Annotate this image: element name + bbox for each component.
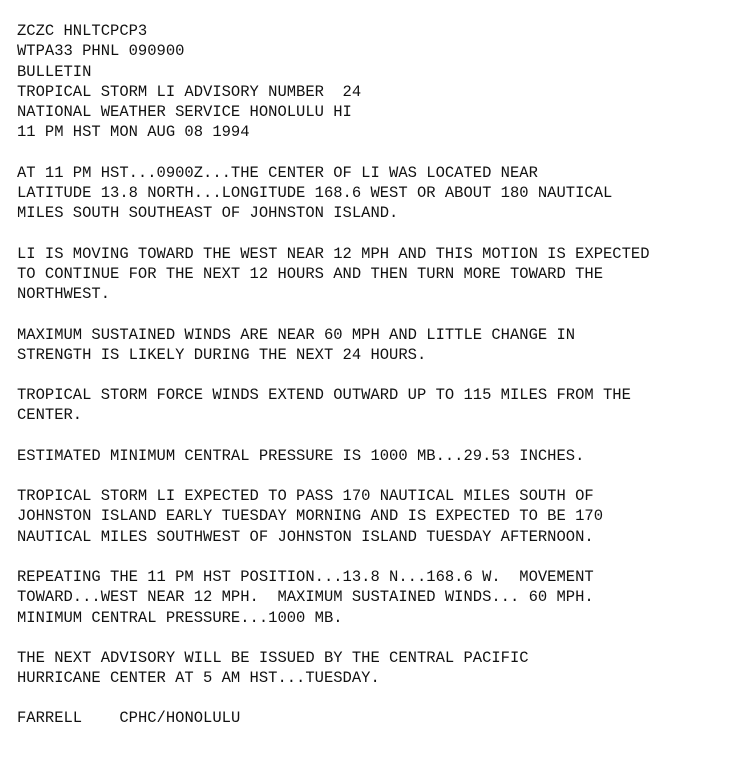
paragraph-gap <box>17 466 737 486</box>
header-line: WTPA33 PHNL 090900 <box>17 42 185 61</box>
paragraph-gap <box>17 224 737 244</box>
forecast-paragraph <box>17 486 737 547</box>
paragraph-gap <box>17 688 737 708</box>
next-advisory-paragraph <box>17 648 737 689</box>
signature-spacer <box>82 709 119 727</box>
advisory-document <box>17 21 737 729</box>
signature-line <box>17 708 737 728</box>
paragraph-line: CENTER. <box>17 406 83 425</box>
paragraph-gap <box>17 143 737 163</box>
paragraph-line: LI IS MOVING TOWARD THE WEST NEAR 12 MPH AND THIS MOTION IS EXPECTED <box>17 244 650 263</box>
paragraph-gap <box>17 628 737 648</box>
pressure-paragraph <box>17 446 737 466</box>
paragraph-line: NAUTICAL MILES SOUTHWEST OF JOHNSTON ISLAND TUESDAY AFTERNOON. <box>17 527 594 546</box>
issuing-office: NATIONAL WEATHER SERVICE HONOLULU HI <box>17 103 352 122</box>
paragraph-line: JOHNSTON ISLAND EARLY TUESDAY MORNING AND IS EXPECTED TO BE 170 <box>17 507 603 526</box>
paragraph-line: MINIMUM CENTRAL PRESSURE...1000 MB. <box>17 608 343 627</box>
paragraph-line: AT 11 PM HST...0900Z...THE CENTER OF LI WAS LOCATED NEAR <box>17 163 538 182</box>
paragraph-gap <box>17 426 737 446</box>
advisory-title: TROPICAL STORM LI ADVISORY NUMBER 24 <box>17 82 362 101</box>
summary-paragraph <box>17 567 737 628</box>
wind-extent-paragraph <box>17 385 737 426</box>
location-paragraph <box>17 163 737 224</box>
paragraph-gap <box>17 547 737 567</box>
winds-paragraph <box>17 325 737 366</box>
issue-time: 11 PM HST MON AUG 08 1994 <box>17 123 250 142</box>
paragraph-line: THE NEXT ADVISORY WILL BE ISSUED BY THE CENTRAL PACIFIC <box>17 648 529 667</box>
paragraph-line: TROPICAL STORM LI EXPECTED TO PASS 170 NAUTICAL MILES SOUTH OF <box>17 487 594 506</box>
paragraph-line: ESTIMATED MINIMUM CENTRAL PRESSURE IS 1000 MB...29.53 INCHES. <box>17 446 585 465</box>
office-name: CPHC/HONOLULU <box>119 709 241 728</box>
paragraph-line: TO CONTINUE FOR THE NEXT 12 HOURS AND THEN TURN MORE TOWARD THE <box>17 264 603 283</box>
paragraph-line: HURRICANE CENTER AT 5 AM HST...TUESDAY. <box>17 669 380 688</box>
header-block <box>17 21 737 143</box>
paragraph-line: NORTHWEST. <box>17 285 111 304</box>
movement-paragraph <box>17 244 737 305</box>
forecaster-name: FARRELL <box>17 709 83 728</box>
paragraph-line: TROPICAL STORM FORCE WINDS EXTEND OUTWARD UP TO 115 MILES FROM THE <box>17 386 631 405</box>
paragraph-line: LATITUDE 13.8 NORTH...LONGITUDE 168.6 WEST OR ABOUT 180 NAUTICAL <box>17 184 613 203</box>
header-line: ZCZC HNLTCPCP3 <box>17 22 148 40</box>
paragraph-line: STRENGTH IS LIKELY DURING THE NEXT 24 HOURS. <box>17 345 427 364</box>
paragraph-gap <box>17 305 737 325</box>
header-line: BULLETIN <box>17 62 92 81</box>
paragraph-line: MAXIMUM SUSTAINED WINDS ARE NEAR 60 MPH AND LITTLE CHANGE IN <box>17 325 576 344</box>
paragraph-line: REPEATING THE 11 PM HST POSITION...13.8 N...168.6 W. MOVEMENT <box>17 567 594 586</box>
paragraph-gap <box>17 365 737 385</box>
paragraph-line: TOWARD...WEST NEAR 12 MPH. MAXIMUM SUSTAINED WINDS... 60 MPH. <box>17 588 594 607</box>
paragraph-line: MILES SOUTH SOUTHEAST OF JOHNSTON ISLAND. <box>17 204 399 223</box>
